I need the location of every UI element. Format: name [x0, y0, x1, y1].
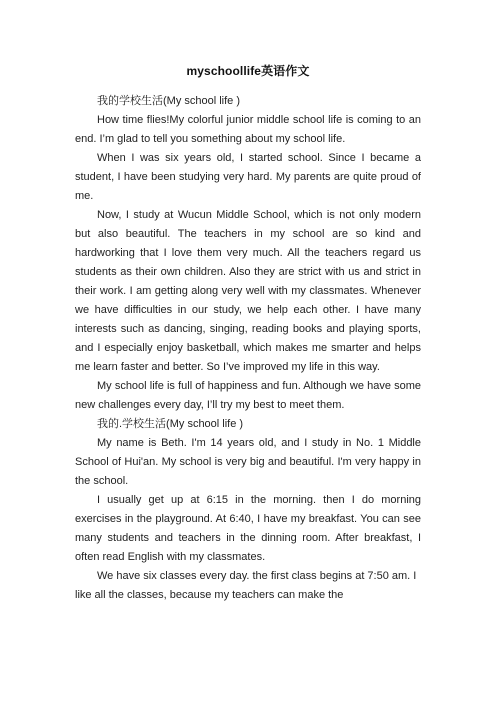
paragraph: My name is Beth. I'm 14 years old, and I study in No. 1 Middle School of Hui'an. My school is very big and beautiful. I'm very happy in the school. [75, 437, 421, 487]
section-heading: 我的.学校生活(My school life ) [97, 418, 244, 430]
paragraph: We have six classes every day. the first class begins at 7:50 am. I like all the classes, because my teachers can make the [75, 570, 417, 601]
section-heading: 我的学校生活(My school life ) [97, 95, 241, 107]
paragraph: When I was six years old, I started school. Since I became a student, I have been studying very hard. My parents are quite proud of me. [75, 152, 421, 202]
document-title: myschoollife英语作文 [186, 64, 310, 78]
paragraph: Now, I study at Wucun Middle School, which is not only modern but also beautiful. The teachers in my school are so kind and hardworking that I love them very much. All the teachers regard us students as their own children. Also they are strict with us and strict in their work. I am getting along very well with my classmates. Whenever we have difficulties in our study, we help each other. I have many interests such as dancing, singing, reading books and playing sports, and I especially enjoy basketball, which makes me smarter and helps me learn faster and better. So I’ve improved my life in this way. [75, 209, 421, 373]
document-body [75, 92, 421, 605]
paragraph: My school life is full of happiness and fun. Although we have some new challenges every day, I’ll try my best to meet them. [75, 380, 421, 411]
paragraph: I usually get up at 6:15 in the morning. then I do morning exercises in the playground. At 6:40, I have my breakfast. You can see many students and teachers in the dinning room. After breakfast, I often read English with my classmates. [75, 494, 421, 563]
paragraph: How time flies!My colorful junior middle school life is coming to an end. I’m glad to tell you something about my school life. [75, 114, 421, 145]
